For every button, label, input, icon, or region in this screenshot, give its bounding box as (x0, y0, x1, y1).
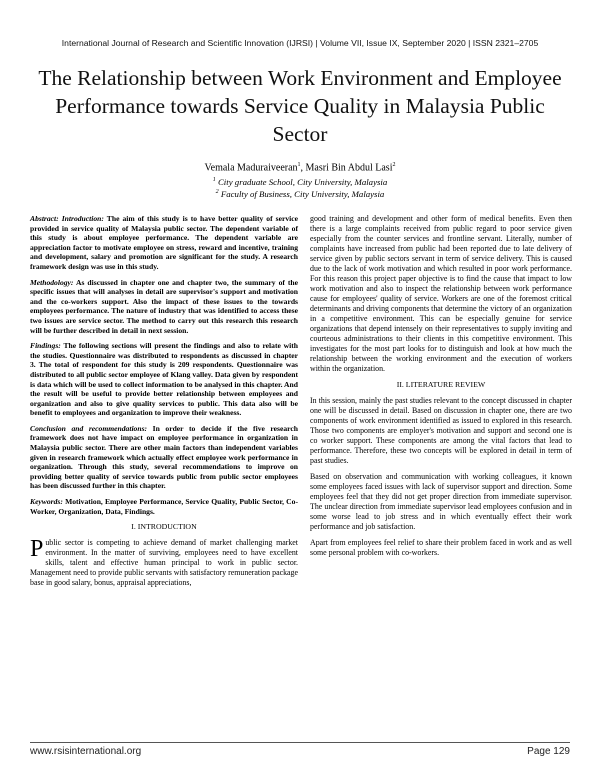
findings-label: Findings: (30, 341, 61, 351)
body-paragraph: Based on observation and communication with working colleagues, it known some employees faced issues with lack of supervisor support and direction. Some employees feel that they did not get proper direction from immediate supervisor. The unclear direction from immediate supervisor lead employees confusion and in some worse lead to job stress and in which eventually effect their work performance and job satisfaction. (310, 471, 572, 531)
affiliation (0, 177, 600, 187)
right-column (310, 214, 572, 564)
body-paragraph: In this session, mainly the past studies relevant to the concept discussed in chapter one will be discussed in detail. Based on discussion in chapter one, there are two components of work environment identified as issued to explored in this research. Those two components are employer's motivation and support and second one is co worker support. These components are among the vital factors that lead to performance. Therefore, these two concepts will be explored in detail in term of past studies. (310, 395, 572, 465)
affiliation-text: City graduate School, City University, Malaysia (217, 177, 388, 187)
author-name: Vemala Maduraiveeran (204, 162, 298, 174)
introduction-text: ublic sector is competing to achieve demand of market challenging market environment. In the matter of surviving, employees need to have excellent skills, talent and effective human principal to work in public sector. Management need to provide public servants with satisfactory remuneration package base in good salary, bonus, appraisal appreciations, (30, 537, 298, 587)
conclusion-paragraph (30, 424, 298, 491)
body-paragraph: Apart from employees feel relief to share their problem faced in work and as well some personal problem with co-workers. (310, 537, 572, 557)
abstract-text: The aim of this study is to have better quality of service provided in service quality of Malaysia public sector. The dependent variable of this study is about employee performance. The dependent variable are appreciation factor to motivate employee on stress, reward and incentive, training and development, salary and promotion are significant for the study. A research framework design was use in this study. (30, 214, 298, 271)
author-affil-mark: 2 (392, 162, 396, 168)
section-heading-literature-review: II. LITERATURE REVIEW (396, 380, 486, 389)
keywords-label: Keywords: (30, 497, 63, 507)
methodology-text: As discussed in chapter one and chapter two, the summary of the specific issues that will analyses in detail are supervisor's support and motivation and the co-workers support. Also the impact of these issues to the towards employees performance. The nature of industry that was identified to access these two issues are service sector. The method to carry out this research this research will be further described in detail in next session. (30, 277, 298, 335)
journal-header: International Journal of Research and Scientific Innovation (IJRSI) | Volume VII, Issue IX, September 2020 | ISSN 2321–2705 (61, 38, 539, 48)
affiliation-mark: 2 (215, 189, 219, 196)
author-separator: , (300, 162, 306, 174)
author-affil-mark: 1 (297, 162, 301, 168)
affiliation-mark: 1 (212, 177, 216, 184)
findings-text: The following sections will present the findings and also to relate with the studies. Questionnaire was distributed to respondents as discussed in chapter 3. The total of respondent for this study is 209 respondents. Questionnaire was distributed to all public sector employee of Klang valley. Data given by respondent is data which will be used to collect information to be analysed in this chapter. And the result will be useful to provide better relationship between employees and organization and also to give quality services to public. This data also will be benefit to employees and organization to improve their weakness. (30, 341, 298, 418)
drop-cap: P (30, 535, 44, 562)
abstract-label: Abstract: Introduction: (30, 214, 104, 223)
affiliation (0, 189, 600, 199)
conclusion-text: In order to decide if the five research framework does not have impact on employee performance in organization in Malaysia public sector. There are other main factors than independent variables given in research framework which actually effect employee work performance in organization. Through this study, several recommendations to improve on providing better quality of service towards public from public sector employees has been discussed further in this chapter. (30, 423, 298, 491)
author-line (0, 162, 600, 173)
abstract-paragraph (30, 214, 298, 272)
left-column (30, 214, 298, 594)
paper-title: The Relationship between Work Environment and Employee Performance towards Service Quality in Malaysia Public Sector (38, 66, 562, 146)
keywords-paragraph (30, 497, 298, 516)
methodology-paragraph (30, 278, 298, 336)
footer-page-number: Page 129 (527, 746, 570, 757)
introduction-paragraph (30, 535, 298, 588)
affiliation-text: Faculty of Business, City University, Malaysia (220, 189, 385, 199)
findings-paragraph (30, 341, 298, 418)
section-heading-introduction: I. INTRODUCTION (131, 522, 197, 532)
body-paragraph: good training and development and other form of medical benefits. Even then there is a large complaints received from public regard to poor service given especially from the counter services and frontline servant. Literally, number of complaints have increased from public had been reported due to late delivery of service given by public sectors servant in term of service delivery. This is caused due to the lack of work motivation and which resulted in poor work performance. For this reason this project paper objective is to find the cause that impact to low work motivation and also to inspect the relationship between work performance cause for employees' quality of service. Workers are one of the foremost critical determinants and driving components that determine the victory of an organization in a competitive environment. This can be especially genuine for service organizations that depend intensely on their representatives to supply inviting and courteous administrations to their clients in this competitive environment. This investigates for the most part looks for to distinguish and look at how much the relationship between the working environment and the execution of workers within the organization. (310, 214, 572, 373)
conclusion-label: Conclusion and recommendations: (30, 423, 148, 433)
author-name: Masri Bin Abdul Lasi (305, 162, 393, 174)
footer-divider (30, 742, 570, 743)
methodology-label: Methodology: (30, 277, 74, 287)
keywords-text: Motivation, Employee Performance, Service Quality, Public Sector, Co-Worker, Organization, Data, Findings. (30, 497, 298, 516)
footer-website: www.rsisinternational.org (30, 746, 142, 757)
